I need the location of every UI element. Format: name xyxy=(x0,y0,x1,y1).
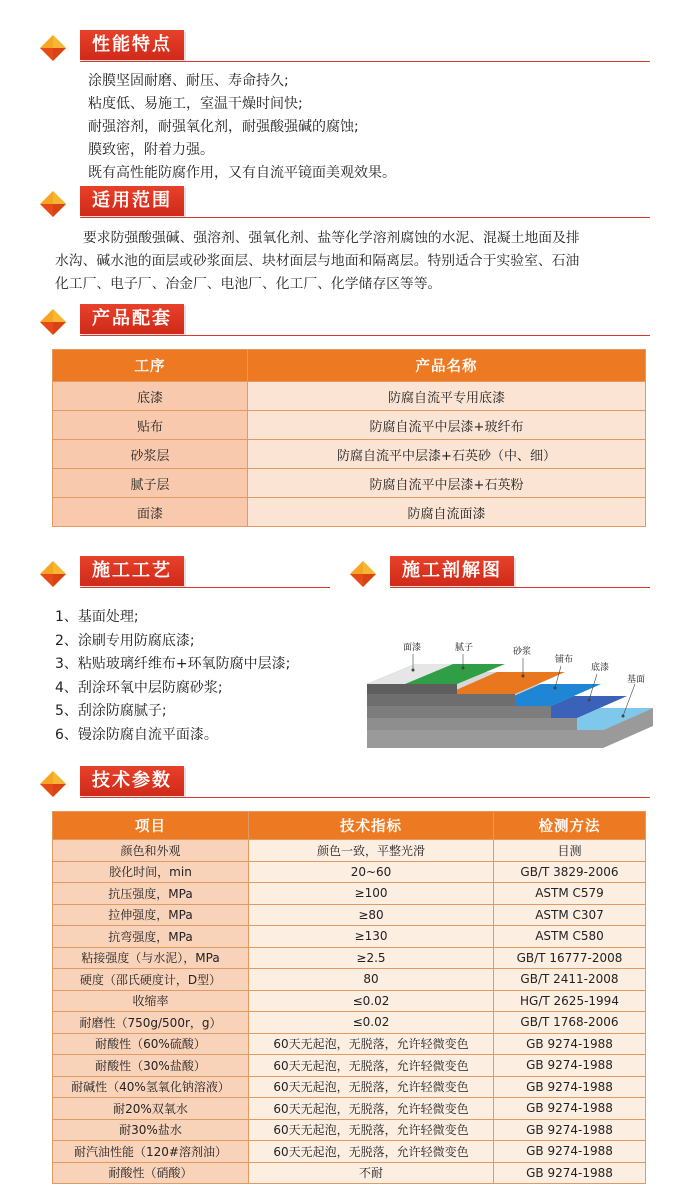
section-divider xyxy=(80,61,650,62)
table-row xyxy=(53,1076,646,1098)
table-row xyxy=(53,840,646,862)
table-cell: 60天无起泡，无脱落，允许轻微变色 xyxy=(249,1141,494,1163)
table-cell: 60天无起泡，无脱落，允许轻微变色 xyxy=(249,1119,494,1141)
diagram-label: 砂浆 xyxy=(513,647,532,657)
table-header-cell: 项目 xyxy=(53,812,249,840)
table-row xyxy=(53,861,646,883)
section-header-products xyxy=(40,304,650,338)
section-header-scope xyxy=(40,186,650,220)
table-row xyxy=(53,969,646,991)
table-cell: 耐酸性（60%硫酸） xyxy=(53,1033,249,1055)
process-step: 4、刮涂环氧中层防腐砂浆; xyxy=(55,679,223,696)
table-cell: 60天无起泡，无脱落，允许轻微变色 xyxy=(249,1098,494,1120)
table-cell: 粘接强度（与水泥），MPa xyxy=(53,947,249,969)
table-cell: 颜色一致，平整光滑 xyxy=(249,840,494,862)
table-cell: 耐碱性（40%氢氧化钠溶液） xyxy=(53,1076,249,1098)
table-cell: GB 9274-1988 xyxy=(494,1076,646,1098)
table-cell: GB 9274-1988 xyxy=(494,1162,646,1184)
diagram-label: 铺布 xyxy=(555,655,574,665)
table-cell: 60天无起泡，无脱落，允许轻微变色 xyxy=(249,1076,494,1098)
diagram-label: 腻子 xyxy=(455,643,474,653)
scope-line: 要求防强酸强碱、强溶剂、强氧化剂、盐等化学溶剂腐蚀的水泥、混凝土地面及排 xyxy=(83,230,580,246)
table-cell: 颜色和外观 xyxy=(53,840,249,862)
table-row xyxy=(53,382,646,411)
section-title: 技术参数 xyxy=(80,766,184,796)
table-cell: 防腐自流平专用底漆 xyxy=(248,382,646,411)
table-cell: ASTM C580 xyxy=(494,926,646,948)
table-cell: 耐20%双氧水 xyxy=(53,1098,249,1120)
section-header-tech xyxy=(40,766,650,800)
table-row xyxy=(53,947,646,969)
feature-line: 既有高性能防腐作用，又有自流平镜面美观效果。 xyxy=(88,165,396,181)
diamond-icon xyxy=(40,191,66,217)
table-cell: 砂浆层 xyxy=(53,440,248,469)
diamond-icon xyxy=(40,35,66,61)
table-cell: 胶化时间，min xyxy=(53,861,249,883)
table-row xyxy=(53,411,646,440)
table-cell: 抗弯强度，MPa xyxy=(53,926,249,948)
process-step: 6、镘涂防腐自流平面漆。 xyxy=(55,726,218,743)
table-header-cell: 检测方法 xyxy=(494,812,646,840)
table-cell: 耐酸性（30%盐酸） xyxy=(53,1055,249,1077)
table-row xyxy=(53,440,646,469)
diagram-label: 底漆 xyxy=(591,663,610,673)
features-list xyxy=(88,70,396,185)
feature-line: 膜致密，附着力强。 xyxy=(88,142,214,158)
table-header-row xyxy=(53,812,646,840)
diamond-icon xyxy=(40,771,66,797)
feature-line: 涂膜坚固耐磨、耐压、寿命持久; xyxy=(88,73,289,89)
table-cell: GB 9274-1988 xyxy=(494,1055,646,1077)
table-cell: 耐30%盐水 xyxy=(53,1119,249,1141)
section-divider xyxy=(80,587,330,588)
table-cell: 面漆 xyxy=(53,498,248,527)
table-cell: 收缩率 xyxy=(53,990,249,1012)
table-row xyxy=(53,1055,646,1077)
table-cell: 防腐自流平中层漆+石英砂（中、细） xyxy=(248,440,646,469)
process-step: 3、粘贴玻璃纤维布+环氧防腐中层漆; xyxy=(55,656,291,672)
scope-line: 水沟、碱水池的面层或砂浆面层、块材面层与地面和隔离层。特别适合于实验室、石油 xyxy=(55,253,580,269)
section-title: 施工工艺 xyxy=(80,556,184,586)
table-cell: ASTM C307 xyxy=(494,904,646,926)
diamond-icon xyxy=(350,561,376,587)
table-cell: 60天无起泡，无脱落，允许轻微变色 xyxy=(249,1033,494,1055)
section-divider xyxy=(80,335,650,336)
table-cell: 80 xyxy=(249,969,494,991)
table-row xyxy=(53,469,646,498)
feature-line: 耐强溶剂，耐强氧化剂，耐强酸强碱的腐蚀; xyxy=(88,119,359,135)
table-cell: 防腐自流面漆 xyxy=(248,498,646,527)
section-header-process xyxy=(40,556,340,590)
section-divider xyxy=(80,217,650,218)
section-title: 适用范围 xyxy=(80,186,184,216)
table-cell: GB 9274-1988 xyxy=(494,1119,646,1141)
table-cell: 耐酸性（硝酸） xyxy=(53,1162,249,1184)
section-divider xyxy=(390,587,650,588)
table-row xyxy=(53,990,646,1012)
table-cell: GB 9274-1988 xyxy=(494,1141,646,1163)
table-cell: 60天无起泡，无脱落，允许轻微变色 xyxy=(249,1055,494,1077)
process-step: 5、刮涂防腐腻子; xyxy=(55,703,167,719)
table-cell: GB/T 2411-2008 xyxy=(494,969,646,991)
tech-table xyxy=(52,811,646,1184)
table-cell: 20~60 xyxy=(249,861,494,883)
table-row xyxy=(53,1098,646,1120)
table-cell: 底漆 xyxy=(53,382,248,411)
scope-paragraph xyxy=(55,227,580,296)
section-header-diagram xyxy=(350,556,650,590)
table-cell: ≥130 xyxy=(249,926,494,948)
table-cell: ≤0.02 xyxy=(249,1012,494,1034)
table-cell: GB 9274-1988 xyxy=(494,1098,646,1120)
table-cell: GB/T 1768-2006 xyxy=(494,1012,646,1034)
section-title: 性能特点 xyxy=(80,30,184,60)
table-cell: 耐磨性（750g/500r，g） xyxy=(53,1012,249,1034)
table-row xyxy=(53,883,646,905)
section-header-features xyxy=(40,30,650,64)
table-cell: 防腐自流平中层漆+石英粉 xyxy=(248,469,646,498)
table-cell: 抗压强度，MPa xyxy=(53,883,249,905)
table-row xyxy=(53,926,646,948)
table-cell: 目测 xyxy=(494,840,646,862)
process-step: 2、涂刷专用防腐底漆; xyxy=(55,632,195,649)
section-title: 施工剖解图 xyxy=(390,556,514,586)
table-cell: GB/T 3829-2006 xyxy=(494,861,646,883)
process-steps xyxy=(55,606,290,747)
table-header-row xyxy=(53,350,646,382)
product-table xyxy=(52,349,646,527)
table-cell: 硬度（邵氏硬度计，D型） xyxy=(53,969,249,991)
diagram-label: 基面 xyxy=(627,675,646,685)
diamond-icon xyxy=(40,309,66,335)
scope-line: 化工厂、电子厂、冶金厂、电池厂、化工厂、化学储存区等等。 xyxy=(55,276,442,292)
table-cell: 腻子层 xyxy=(53,469,248,498)
table-cell: GB/T 16777-2008 xyxy=(494,947,646,969)
table-cell: GB 9274-1988 xyxy=(494,1033,646,1055)
table-cell: 不耐 xyxy=(249,1162,494,1184)
table-row xyxy=(53,1012,646,1034)
table-cell: ≤0.02 xyxy=(249,990,494,1012)
section-title: 产品配套 xyxy=(80,304,184,334)
table-cell: HG/T 2625-1994 xyxy=(494,990,646,1012)
table-cell: ASTM C579 xyxy=(494,883,646,905)
table-header-cell: 产品名称 xyxy=(248,350,646,382)
diagram-label: 面漆 xyxy=(403,643,422,653)
table-cell: 耐汽油性能（120#溶剂油） xyxy=(53,1141,249,1163)
table-header-cell: 工序 xyxy=(53,350,248,382)
table-cell: ≥80 xyxy=(249,904,494,926)
diamond-icon xyxy=(40,561,66,587)
table-cell: ≥2.5 xyxy=(249,947,494,969)
table-cell: ≥100 xyxy=(249,883,494,905)
table-cell: 防腐自流平中层漆+玻纤布 xyxy=(248,411,646,440)
layer-diagram xyxy=(365,630,655,760)
section-divider xyxy=(80,797,650,798)
feature-line: 粘度低、易施工，室温干燥时间快; xyxy=(88,96,303,112)
table-header-cell: 技术指标 xyxy=(249,812,494,840)
process-step: 1、基面处理; xyxy=(55,609,139,625)
table-row xyxy=(53,1162,646,1184)
table-row xyxy=(53,904,646,926)
table-row xyxy=(53,1119,646,1141)
table-cell: 拉伸强度，MPa xyxy=(53,904,249,926)
table-row xyxy=(53,498,646,527)
table-row xyxy=(53,1033,646,1055)
table-cell: 贴布 xyxy=(53,411,248,440)
table-row xyxy=(53,1141,646,1163)
